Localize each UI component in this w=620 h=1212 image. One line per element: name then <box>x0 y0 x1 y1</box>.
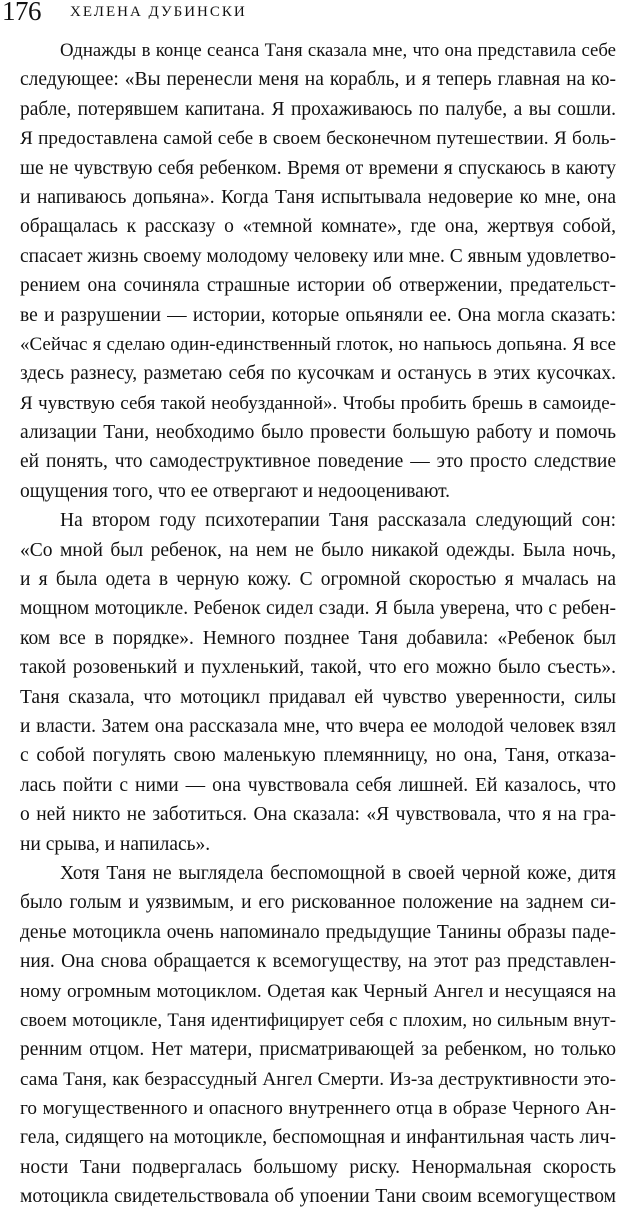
text-line: Таня сказала, что мотоцикл придавал ей чувство уверенности, силы <box>20 686 616 708</box>
text-line: о ней никто не заботиться. Она сказала: «Я чувствовала, что я на гра- <box>20 804 616 826</box>
text-line: обращалась к рассказу о «темной комнате», где она, жертвуя собой, <box>20 216 616 238</box>
text-line: и власти. Затем она рассказала мне, что вчера ее молодой человек взял <box>20 715 616 737</box>
text-line: Я чувствую себя такой необузданной». Чтобы пробить брешь в самоиде- <box>20 392 616 414</box>
text-line: рабле, потерявшем капитана. Я прохаживаюсь по палубе, а вы сошли. <box>20 98 616 120</box>
text-line: ния. Она снова обращается к всемогуществу, на этот раз представлен- <box>20 951 616 973</box>
text-line: своем мотоцикле, Таня идентифицирует себя с плохим, но сильным внут- <box>20 1009 616 1031</box>
text-line: ком все в порядке». Немного позднее Таня добавила: «Ребенок был <box>20 627 616 649</box>
text-line: ве и разрушении — истории, которые опьяняли ее. Она могла сказать: <box>20 304 616 326</box>
page-number: 176 <box>2 0 41 26</box>
text-line: «Сейчас я сделаю один-единственный глоток, но напьюсь допьяна. Я все <box>20 333 616 355</box>
text-line: Я предоставлена самой себе в своем бесконечном путешествии. Я боль- <box>20 128 616 150</box>
text-line: ше не чувствую себя ребенком. Время от времени я спускаюсь в каюту <box>20 157 616 179</box>
text-line: денье мотоцикла очень напоминало предыдущие Танины образы паде- <box>20 921 616 943</box>
text-line: Хотя Таня не выглядела беспомощной в своей черной коже, дитя <box>60 862 616 884</box>
text-line: ному огромным мотоциклом. Одетая как Черный Ангел и несущаяся на <box>20 980 616 1002</box>
text-line: спасает жизнь своему молодому человеку или мне. С явным удовлетво- <box>20 245 616 267</box>
text-line: и я была одета в черную кожу. С огромной скоростью я мчалась на <box>20 569 616 591</box>
text-line: ности Тани подвергалась большому риску. Ненормальная скорость <box>20 1156 616 1178</box>
text-line: такой розовенький и пухленький, такой, что его можно было съесть». <box>20 657 616 679</box>
text-line: здесь разнесу, разметаю себя по кусочкам и останусь в этих кусочках. <box>20 363 616 385</box>
body-text <box>20 36 616 1212</box>
text-line: ей понять, что самодеструктивное поведение — это просто следствие <box>20 451 616 473</box>
text-line: «Со мной был ребенок, на нем не было никакой одежды. Была ночь, <box>20 539 616 561</box>
text-line: и напиваюсь допьяна». Когда Таня испытывала недоверие ко мне, она <box>20 186 616 208</box>
text-line: ализации Тани, необходимо было провести большую работу и помочь <box>20 422 616 444</box>
text-line: лась пойти с ними — она чувствовала себя лишней. Ей казалось, что <box>20 774 616 796</box>
text-line: На втором году психотерапии Таня рассказала следующий сон: <box>60 510 616 532</box>
text-line: ренним отцом. Нет матери, присматривающей за ребенком, но только <box>20 1039 616 1061</box>
text-line: Однажды в конце сеанса Таня сказала мне, что она представила себе <box>60 40 616 61</box>
text-line: ощущения того, что ее отвергают и недооценивают. <box>20 480 451 502</box>
text-line: рением она сочиняла страшные истории об отвержении, предательст- <box>20 275 616 297</box>
text-line: с собой погулять свою маленькую племянницу, но она, Таня, отказа- <box>20 745 616 767</box>
text-line: мощном мотоцикле. Ребенок сидел сзади. Я была уверена, что с ребен- <box>20 598 616 620</box>
text-line: мотоцикла свидетельствовала об упоении Тани своим всемогуществом <box>20 1186 616 1208</box>
text-line: следующее: «Вы перенесли меня на корабль, и я теперь главная на ко- <box>20 69 616 91</box>
text-line: го могущественного и опасного внутреннего отца в образе Черного Ан- <box>20 1098 616 1120</box>
text-line: было голым и уязвимым, и его рискованное положение на заднем си- <box>20 892 616 914</box>
text-line: сама Таня, как безрассудный Ангел Смерти. Из-за деструктивности это- <box>20 1068 616 1090</box>
text-line: гела, сидящего на мотоцикле, беспомощная и инфантильная часть лич- <box>20 1127 616 1149</box>
running-head: ХЕЛЕНА ДУБИНСКИ <box>70 4 247 20</box>
text-line: ни срыва, и напилась». <box>20 833 211 855</box>
